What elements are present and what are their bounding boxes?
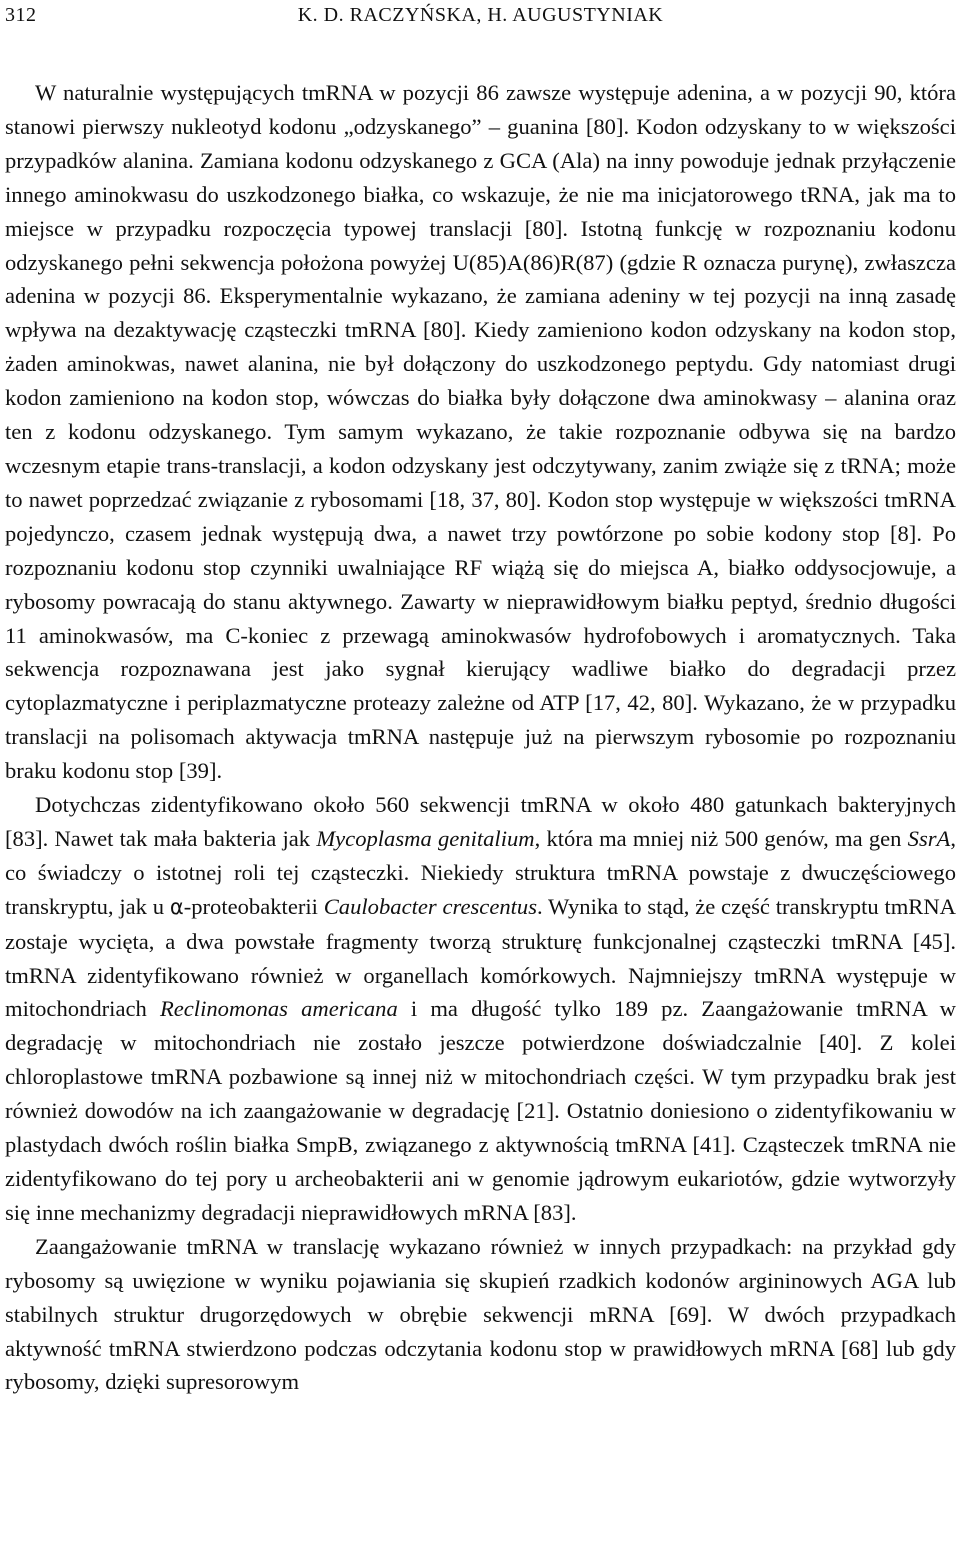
paragraph-2-text: , która ma mniej niż 500 genów, ma gen xyxy=(534,825,908,851)
page-number: 312 xyxy=(5,4,37,26)
paragraph-2-text: Dotychczas zidentyfikowano około 560 sekwencji tmRNA w około 480 gatunkach bakteryjnych [83]. Nawet tak mała bakteria jak xyxy=(5,792,956,851)
species-name: Mycoplasma genitalium xyxy=(316,825,535,851)
paragraph-3: Zaangażowanie tmRNA w translację wykazano również w innych przypadkach: na przykład gdy rybosomy są uwięzione w wyniku pojawiania się skupień rzadkich kodonów argininowych AGA lub stabilnych struktur drugorzędowych w obrębie sekwencji mRNA [69]. W dwóch przypadkach aktywność tmRNA stwierdzono podczas odczytania kodonu stop w prawidłowych mRNA [68] lub gdy rybosomy, dzięki supresorowym xyxy=(5,1233,956,1395)
paragraph-1: W naturalnie występujących tmRNA w pozycji 86 zawsze występuje adenina, a w pozycji 90, która stanowi pierwszy nukleotyd kodonu „odzyskanego” – guanina [80]. Kodon odzyskany to w większości przypadków alanina. Zamiana kodonu odzyskanego z GCA (Ala) na inny powoduje jednak przyłączenie innego aminokwasu do uszkodzonego białka, co wskazuje, że nie ma inicjatorowego tRNA, jak ma to miejsce w przypadku rozpoczęcia typowej translacji [80]. Istotną funkcję w rozpoznaniu kodonu odzyskanego pełni sekwencja położona powyżej U(85)A(86)R(87) (gdzie R oznacza purynę), zwłaszcza adenina w pozycji 86. Eksperymentalnie wykazano, że zamiana adeniny w tej pozycji na inną zasadę wpływa na dezaktywację cząsteczki tmRNA [80]. Kiedy zamieniono kodon odzyskany na kodon stop, żaden aminokwas, nawet alanina, nie był dołączony do uszkodzonego peptydu. Gdy natomiast drugi kodon zamieniono na kodon stop, wówczas do białka były dołączone dwa aminokwasy – alanina oraz ten z kodonu odzyskanego. Tym samym wykazano, że takie rozpoznanie odbywa się na bardzo wczesnym etapie trans-translacji, a kodon odzyskany jest odczytywany, zanim zwiąże się z tRNA; może to nawet poprzedzać związanie z rybosomami [18, 37, 80]. Kodon stop występuje w większości tmRNA pojedynczo, czasem jednak występują dwa, a nawet trzy powtórzone po sobie kodony stop [8]. Po rozpoznaniu kodonu stop czynniki uwalniające RF wiążą się do miejsca A, białko oddysocjowuje, a rybosomy powracają do stanu aktywnego. Zawarty w nieprawidłowym białku peptyd, średnio długości 11 aminokwasów, ma C-koniec z przewagą aminokwasów hydrofobowych i aromatycznych. Taka sekwencja rozpoznawana jest jako sygnał kierujący wadliwe białko do degradacji przez cytoplazmatyczne i periplazmatyczne proteazy zależne od ATP [17, 42, 80]. Wykazano, że w przypadku translacji na polisomach aktywacja tmRNA następuje już na pierwszym rybosomie po rozpoznaniu braku kodonu stop [39]. xyxy=(5,80,956,784)
gene-name: SsrA xyxy=(907,825,951,851)
body-text xyxy=(5,76,956,1399)
paragraph-2-text: -proteobakterii xyxy=(183,893,324,919)
paragraph-2 xyxy=(5,788,956,1230)
paragraph-2-text: i ma długość tylko 189 pz. Zaangażowanie tmRNA w degradację w mitochondriach nie zostało jeszcze potwierdzone doświadczalnie [40]. Z kolei chloroplastowe tmRNA pozbawione są innej niż w mitochondriach części. W tym przypadku brak jest również dowodów na ich zaangażowanie w degradację [21]. Ostatnio doniesiono o zidentyfikowaniu w plastydach dwóch roślin białka SmpB, związanego z aktywnością tmRNA [41]. Cząsteczek tmRNA nie zidentyfikowano do tej pory u archeobakterii ani w genomie jądrowym eukariotów, gdzie wytworzyły się inne mechanizmy degradacji nieprawidłowych mRNA [83]. xyxy=(5,996,956,1225)
running-head xyxy=(5,0,956,36)
alpha-symbol: α xyxy=(169,894,184,919)
running-head-authors: K. D. RACZYŃSKA, H. AUGUSTYNIAK xyxy=(297,4,664,26)
paragraph-2-text: . Wynika to stąd, że część transkryptu tmRNA zostaje wycięta, a dwa powstałe fragmenty tworzą strukturę funkcjonalnej cząsteczki tmRNA [45]. tmRNA zidentyfikowano również w organellach komórkowych. Najmniejszy tmRNA występuje w mitochondriach xyxy=(5,893,957,1022)
species-name: Caulobacter crescentus xyxy=(323,893,538,919)
species-name: Reclinomonas americana xyxy=(159,996,398,1022)
paragraph-2-text: , co świadczy o istotnej roli tej cząsteczki. Niekiedy struktura tmRNA powstaje z dwuczęściowego transkryptu, jak u xyxy=(5,825,956,919)
